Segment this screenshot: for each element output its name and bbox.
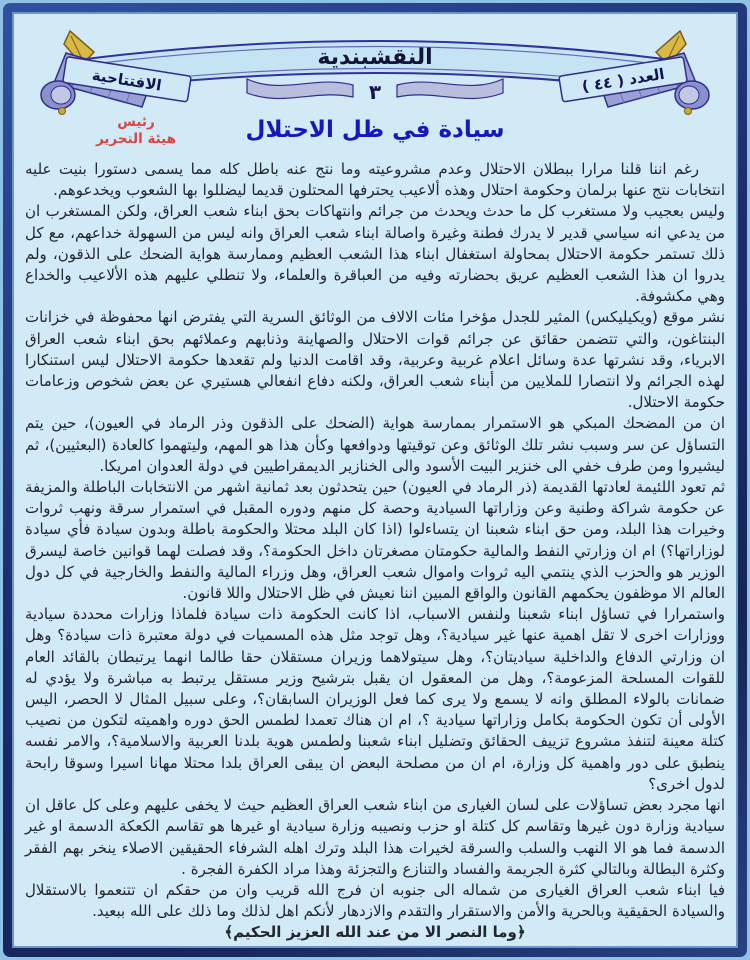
article-body [14, 143, 736, 944]
closing-verse: ﴿وما النصر الا من عند الله العزيز الحكيم﴾ [224, 923, 526, 942]
article-paragraph: انها مجرد بعض تساؤلات على لسان الغيارى من ابناء شعب العراق العظيم حيث لا يخفى عليهم وعلى كل عاقل ان سيادية وزارة دون غيرها وتقاسم كل كتلة او حزب ونصيبه وزارة سيادية او غيرها هو تقاسم الكعكة الدسمة او غير الدسمة فما هو الا النهب والسلب والسرقة لخيرات هذا البلد وترك اهله الشرفاء الحقيقين الاصلاء ينخر بهم الفقر وكثرة البطالة وبالتالي كثرة الجريمة والفساد والتنازع والتجزئة وهذا مراد الكفرة الفجرة . [25, 796, 725, 878]
section-label: الافتتاحية [90, 65, 163, 95]
decorative-frame [3, 3, 747, 957]
article-title: سيادة في ظل الاحتلال [245, 117, 505, 143]
article-paragraph: رغم اننا قلنا مرارا ببطلان الاحتلال وعدم مشروعيته وما نتج عنه باطل كله مما يسمى دستورا بنيت عليه انتخابات نتج عنها برلمان وحكومة احتلال وهذه ألاعيب يحترفها المحتلون قديما ليضللوا بها الشعوب ويخدعوهم. [25, 160, 725, 200]
issue-label: العدد ( ٤٤ ) [580, 64, 666, 96]
page-number: ٣ [368, 80, 382, 104]
article-paragraph: ان من المضحك المبكي هو الاستمرار بممارسة هواية (الضحك على الذقون وذر الرماد في العيون)، حين يتم التساؤل عن سر وسبب نشر تلك الوثائق وعن توقيتها ودوافعها وكأن هذا هو المهم، وليتهموا كالعادة (البعثيين)، ثم ليشيروا ومن طرف خفي الى خنزير البيت الأسود والى الخنازير الديمقراطيين في دولة العدوان امريكا. [25, 414, 725, 475]
article-paragraph: فيا ابناء شعب العراق الغيارى من شماله الى جنوبه ان فرج الله قريب وان من حقكم ان تتنعموا بالاستقلال والسيادة الحقيقية وبالحرية والأمن والاستقرار والتقدم والازدهار لأنكم اهل لذلك وما ذلك على الله ببعيد. [25, 880, 725, 921]
article-paragraph: ثم تعود اللئيمة لعادتها القديمة (ذر الرماد في العيون) حين يتحدثون بعد ثمانية اشهر من الانتخابات الباطلة والمزيفة عن حكومة شراكة وطنية وعن وزاراتها السيادية وحصة كل منهم ودوره المقبل في استمرار سرقة ونهب ثروات وخيرات هذا البلد، ومن حق ابناء شعبنا ان يتساءلوا (اذا كان البلد محتلا والحكومة باطلة وبدون سيادة فأي سيادة لوزاراتها؟) ام ان وزارتي النفط والمالية حكومتان مصغرتان داخل الحكومة؟، وقد فصلت لهما قوانين خاصة ليسرق الوزير هو والحزب الذي ينتمي اليه ثروات واموال شعب العراق، وهل وزراء المالية والنفط والخارجية في كل دول العالم الا موظفون يحكمهم القانون والواقع المبين اننا نعيش في ظل الاحتلال واللا قانون. [25, 478, 725, 603]
gold-knob [59, 108, 66, 115]
byline-role: رئيس [117, 114, 155, 130]
article-paragraph: واستمرارا في تساؤل ابناء شعبنا ولنفس الاسباب، اذا كانت الحكومة ذات سيادة فلماذا وزارات محددة سيادية ووزارات اخرى لا تقل اهمية عنها غير سيادية؟، وهل توجد مثل هذه المسميات في دولة معتبرة ذات سيادة؟ وهل ان وزارتي الدفاع والداخلية سياديتان؟، وهل سيتولاهما وزيران مستقلان حقا طالما انهما يرتبطان بالقائد العام للقوات المسلحة المزعومة؟، وهل من المعقول ان يقبل بترشيح وزير مستقل يرتبط به مباشرة ولا يؤدي له ضمانات بالولاء المطلق وانه لا يسمع ولا يرى كما فعل الوزيران السابقان؟، وعلى سبيل المثال لا الحصر، اليس الأولى أن تكون الحكومة بكامل وزاراتها سيادية ؟، ام ان هناك تعمدا لطمس الحق دوره واهميته لتكون من نصيب كتلة معينة لتنفذ مشروع تزييف الحقائق وتضليل ابناء شعبنا ولطمس هوية بلدنا العربية والاسلامية؟، والامر نفسه ينطبق على دور واهمية كل وزارة، ام ان من مصلحة البعض ان يبقى العراق بلدا محتلا مهانا اسيرا وسوقا رابحة لدول اخرى؟ [25, 605, 725, 793]
header-banner [20, 19, 730, 115]
byline-org: هيئة التحرير [95, 131, 177, 147]
byline [76, 114, 196, 148]
masthead-text: النقشبندية [317, 45, 433, 70]
article-paragraph: وليس بعجيب ولا مستغرب كل ما حدث ويحدث من جرائم وانتهاكات بحق ابناء شعب العراق، ولكن المستغرب ان من يدعي انه سياسي قدير لا يدرك فطنة وغيرة واصالة ابناء شعب العراق وانه ليس من السهولة خداعهم، مع كل ذلك تستمر حكومة الاحتلال بمحاولة استغفال ابناء هذا الشعب العظيم وممارسة هواية الضحك على الذقون، ولم يدروا ان هذا الشعب العظيم عريق بحضارته وفيه من العباقرة والعلماء، ولا تنطلي عليهم هذه الألاعيب والخداع وهي مكشوفة. [25, 202, 725, 306]
gold-knob [685, 108, 692, 115]
page-content [12, 12, 738, 948]
article-paragraph: نشر موقع (ويكيليكس) المثير للجدل مؤخرا مئات الالاف من الوثائق السرية التي يفترض انها محفوظة في خزانات البنتاغون، والتي تتضمن حقائق عن جرائم قوات الاحتلال والصهاينة وذنابهم وعملائهم بحق ابناء شعب العراق الابرياء، وقد نشرتها عدة وسائل اعلام غربية وعربية، وقد اقامت الدنيا ولم تقعدها حكومة الاحتلال ليس استنكارا لهذه الجرائم ولا انتصارا للملايين من أبناء شعب العراق، ولكنه دفاع انفعالي هستيري عن بعض شخوص وزعامات حكومة الاحتلال. [25, 308, 725, 412]
